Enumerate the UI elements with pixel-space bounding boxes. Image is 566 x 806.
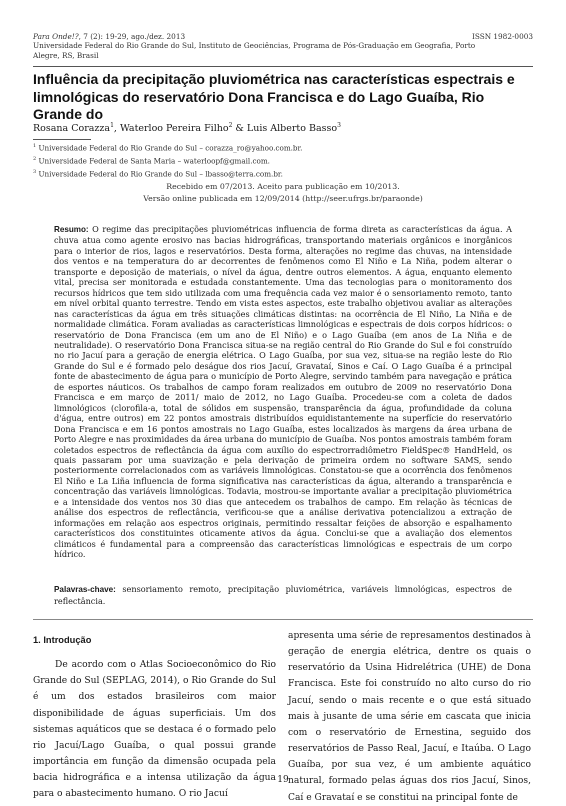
journal-citation <box>33 32 533 41</box>
author-name: Waterloo Pereira Filho <box>119 123 229 135</box>
keywords-label: Palavras-chave: <box>54 585 116 594</box>
abstract-label: Resumo: <box>54 225 89 234</box>
affiliation-text: Universidade Federal do Rio Grande do Sul – lbasso@terra.com.br. <box>36 169 283 179</box>
author-affil-mark: 1 <box>110 122 114 129</box>
paper-title: Influência da precipitação pluviométrica nas características espectrais e limnológicas do reservatório Dona Francisca e do Lago Guaíba, Rio Grande do <box>33 71 515 122</box>
publication-dates <box>0 181 566 204</box>
issn: ISSN 1982-0003 <box>471 32 533 41</box>
abstract-text: O regime das precipitações pluviométricas influencia de forma direta as características da água. A chuva atua como agente erosivo nas bacias hidrográficas, transportando materiais orgânicos e inorgânicos para o interior de rios, lagos e reservatórios. Desta forma, alterações no regime das chuvas, na intensidade dos ventos e na temperatura do ar decorrentes de fenômenos como El Niño e La Niña, podem alterar o transporte e deposição de materiais, o nível da água, dentre outros elementos. A água, enquanto elemento vital, precisa ser monitorada e estudada constantemente. Uma das tecnologias para o monitoramento dos recursos hídricos que tem sido utilizada com uma frequência cada vez maior é o sensoriamento remoto, tanto em nível orbital quanto terrestre. Tendo em vista estes aspectos, este trabalho objetivou avaliar as alterações nas características da água em três situações climáticas distintas: na ocorrência de El Niño, La Niña e de normalidade climática. Foram avaliadas as características limnológicas e espectrais de dois corpos hídricos: o reservatório de Dona Francisca (em um ano de El Niño) e o Lago Guaíba (em anos de La Niña e de neutralidade). O reservatório Dona Francisca situa-se na região central do Rio Grande do Sul e foi construído no rio Jacuí para a geração de energia elétrica. O Lago Guaíba, por sua vez, situa-se na região leste do Rio Grande do Sul e é formado pelo deságue dos rios Jacuí, Gravataí, Sinos e Caí. O Lago Guaíba é a principal fonte de abastecimento de água para o município de Porto Alegre, servindo também para navegação e prática de esportes náuticos. Os trabalhos de campo foram realizados em outubro de 2009 no reservatório Dona Francisca e em março de 2011/ maio de 2012, no Lago Guaíba. Procedeu-se com a coleta de dados limnológicos (clorofila-a, total de sólidos em suspensão, transparência da água, profundidade da coluna d'água, entre outros) em 22 pontos amostrais distribuídos equidistantemente na superfície do reservatório Dona Francisca e em 16 pontos amostrais no Lago Guaíba, estes localizados às margens da área urbana de Porto Alegre e nas proximidades da área urbana do município de Guaíba. Nos pontos amostrais também foram coletados espectros de reflectância da água com auxílio do espectrorradiômetro FieldSpec® HandHeld, os quais passaram por uma suavização e pela derivação de primeira ordem no software SAMS, sendo posteriormente correlacionados com as variáveis limnológicas. Constatou-se que a ocorrência dos fenômenos El Niño e La Liña influencia de forma significativa nas características da água, alterando a transparência e concentração das variáveis limnológicas. Todavia, mostrou-se importante avaliar a precipitação pluviométrica e a intensidade dos ventos nos 30 dias que antecedem os trabalhos de campo. Em relação às técnicas de análise dos espectros de reflectância, verificou-se que a análise derivativa potencializou a extração de informações em relação aos espectros originais, permitindo ressaltar feições de absorção e espalhamento característicos dos constituintes oticamente ativos da água. Conclui-se que a avaliação dos elementos climáticos é fundamental para a compreensão das características limnológicas e espectrais de um corpo hídrico. <box>54 224 512 560</box>
page-number: 19 <box>277 775 289 785</box>
author-affil-mark: 2 <box>228 122 233 129</box>
header-rule <box>33 66 533 67</box>
body-paragraph: apresenta uma série de represamentos destinados à geração de energia elétrica, dentre os quais o reservatório da Usina Hidrelétrica (UHE) de Dona Francisca. Este foi construído no alto curso do rio Jacuí, sendo o mais recente e o que está situado mais à jusante de uma série em cascata que inicia com o reservatório de Ernestina, seguido dos reservatórios de Passo Real, Jacuí, e Itaúba. O Lago Guaíba, por sua vez, é um ambiente aquático natural, formado pelas águas dos rios Jacuí, Sinos, Caí e Gravataí e se constitui na principal fonte de <box>288 631 531 803</box>
affiliation-text: Universidade Federal do Rio Grande do Sul – corazza_ro@yahoo.com.br. <box>36 143 303 153</box>
author-affil-mark: 3 <box>337 122 341 129</box>
body-paragraph: De acordo com o Atlas Socioeconômico do Rio Grande do Sul (SEPLAG, 2014), o Rio Grande do Sul é um dos estados brasileiros com maior disponibilidade de águas superficiais. Um dos sistemas aquáticos que se destaca é o formado pelo rio Jacuí/Lago Guaíba, o qual possui grande importância em função da dimensão ocupada pela bacia hidrográfica e a intensa utilização da água para o abastecimento humano. O rio Jacuí <box>33 660 276 800</box>
received-accepted: Recebido em 07/2013. Aceito para publicação em 10/2013. <box>166 182 400 191</box>
author-separator: & <box>232 123 247 135</box>
online-version: Versão online publicada em 12/09/2014 (http://seer.ufrgs.br/paraonde) <box>143 193 423 203</box>
author-name: Luis Alberto Basso <box>246 123 338 135</box>
running-header <box>33 32 533 60</box>
affiliation-text: Universidade Federal de Santa Maria – waterloopf@gmail.com. <box>36 156 270 166</box>
institution-line-2: Alegre, RS, Brasil <box>33 50 99 60</box>
affiliation-item <box>33 154 302 167</box>
affiliation-rule <box>33 139 91 140</box>
author-name: Rosana Corazza <box>33 123 111 135</box>
journal-name: Para Onde!? <box>33 32 79 41</box>
keywords <box>54 584 512 606</box>
affiliation-number: 1 <box>33 143 37 149</box>
author-list <box>33 122 341 134</box>
affiliations <box>33 141 302 180</box>
journal-issue: , 7 (2): 19-29, ago./dez. 2013 <box>78 32 186 41</box>
author-separator: , <box>113 123 120 135</box>
section-divider <box>33 619 533 620</box>
section-heading: 1. Introdução <box>33 635 92 645</box>
affiliation-number: 3 <box>33 168 37 175</box>
affiliation-item <box>33 167 302 180</box>
abstract <box>54 224 512 560</box>
institution-line-1: Universidade Federal do Rio Grande do Sul, Instituto de Geociências, Programa de Pós-Graduação em Geografia, Porto <box>33 41 476 51</box>
keywords-text: sensoriamento remoto, precipitação pluviométrica, variáveis limnológicas, espectros de reflectância. <box>54 584 512 606</box>
affiliation-number: 2 <box>33 155 37 162</box>
affiliation-item <box>33 141 302 154</box>
